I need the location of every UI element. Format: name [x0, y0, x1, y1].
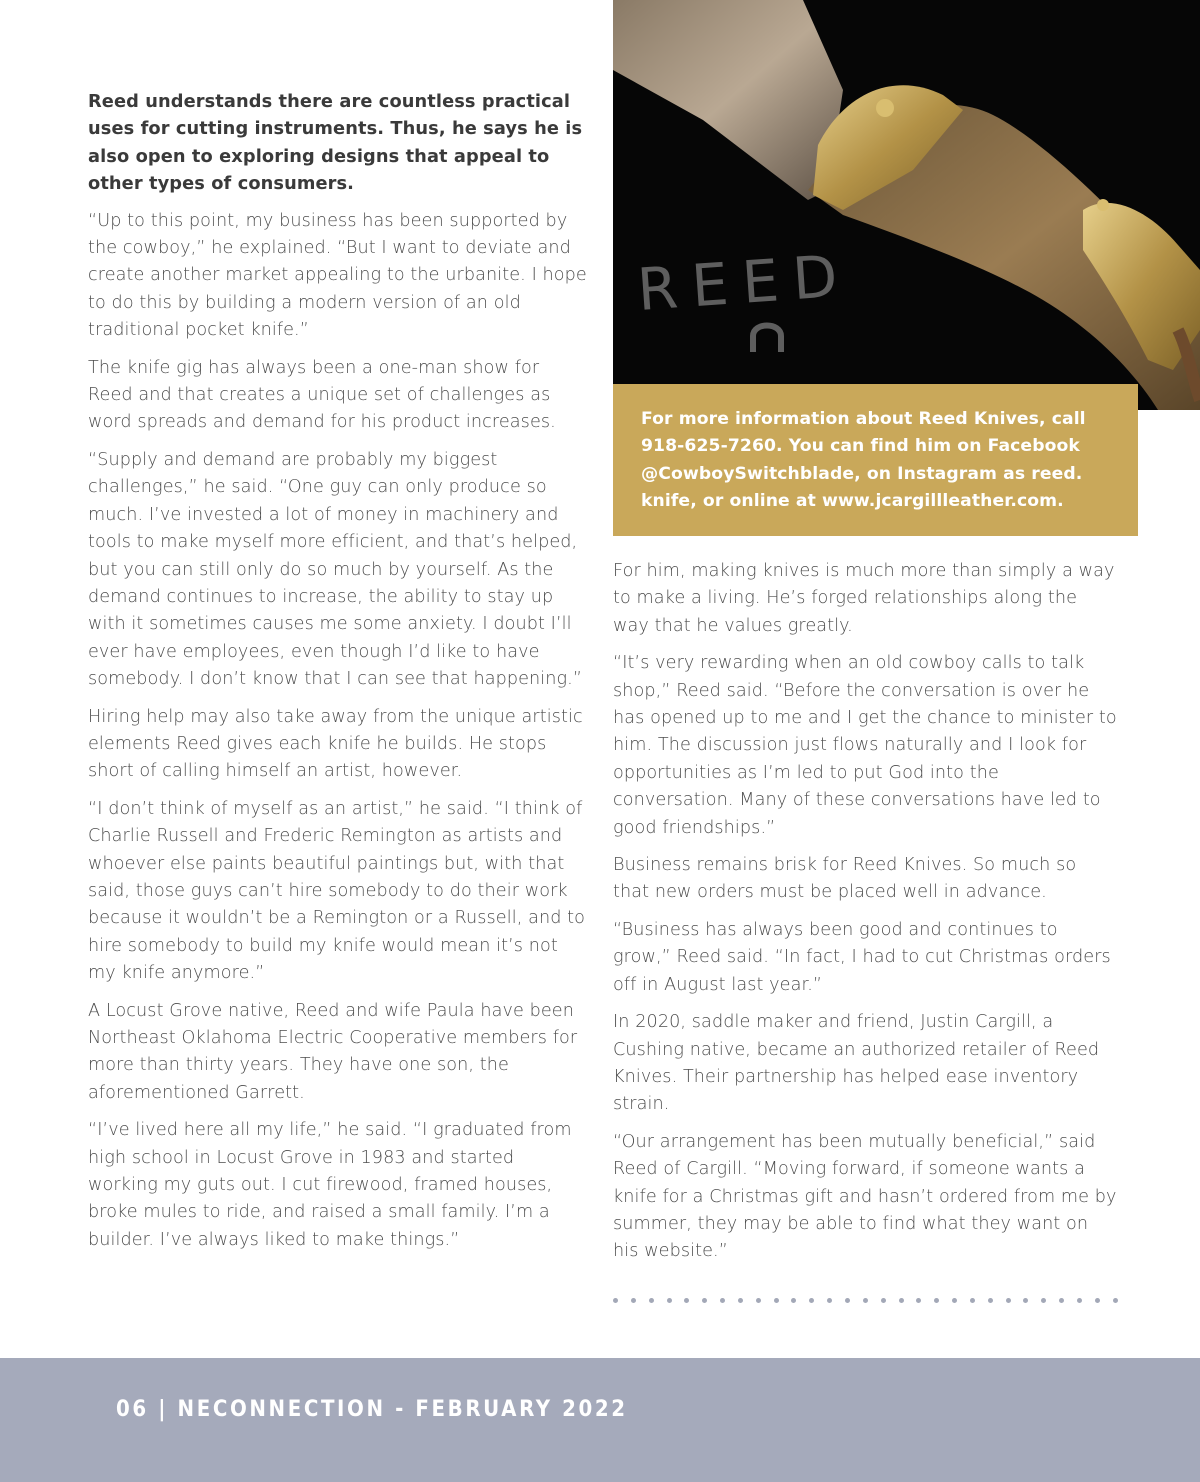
horseshoe-icon	[753, 326, 781, 353]
body-paragraph: In 2020, saddle maker and friend, Justin Cargill, a Cushing native, became an authorized retailer of Reed Knives. Their partnership has helped ease inventory strain.	[613, 1012, 1100, 1115]
body-paragraph: The knife gig has always been a one-man show for Reed and that creates a unique set of challenges as word spreads and demand for his product increases.	[88, 357, 556, 433]
body-paragraph: For him, making knives is much more than simply a way to make a living. He’s forged relationships along the way that he values greatly.	[613, 561, 1115, 636]
reed-logo-text: REED	[635, 241, 854, 325]
info-box	[613, 384, 1138, 536]
pin	[1097, 199, 1109, 211]
right-column	[613, 558, 1118, 1276]
pin	[876, 99, 894, 117]
knife-illustration	[613, 0, 1200, 410]
body-paragraph: Business remains brisk for Reed Knives. So much so that new orders must be placed well in advance.	[613, 855, 1077, 903]
left-column	[88, 88, 588, 1264]
body-paragraph: “Our arrangement has been mutually beneficial,” said Reed of Cargill. “Moving forward, if someone wants a knife for a Christmas gift and hasn’t ordered from me by summer, they may be able to find what they want on his website.”	[613, 1131, 1117, 1262]
body-paragraph: Hiring help may also take away from the unique artistic elements Reed gives each knife he builds. He stops short of calling himself an artist, however.	[88, 706, 583, 782]
body-paragraph: “I’ve lived here all my life,” he said. “I graduated from high school in Locust Grove in 1983 and started working my guts out. I cut firewood, framed houses, broke mules to ride, and raised a small family. I’m a builder. I’ve always liked to make things.”	[88, 1120, 572, 1250]
dotted-divider	[613, 1295, 1118, 1305]
body-paragraph: “Business has always been good and continues to grow,” Reed said. “In fact, I had to cut Christmas orders off in August last year.”	[613, 919, 1111, 995]
body-paragraph: A Locust Grove native, Reed and wife Paula have been Northeast Oklahoma Electric Cooperative members for more than thirty years. They have one son, the aforementioned Garrett.	[88, 1000, 578, 1103]
body-paragraph: “Supply and demand are probably my biggest challenges,” he said. “One guy can only produce so much. I’ve invested a lot of money in machinery and tools to make myself more efficient, and that’s helped, but you can still only do so much by yourself. As the demand continues to increase, the ability to stay up with it sometimes causes me some anxiety. I doubt I’ll ever have employees, even though I’d like to have somebody. I don’t know that I can see that happening.”	[88, 449, 583, 690]
body-paragraph: “I don’t think of myself as an artist,” he said. “I think of Charlie Russell and Frederic Remington as artists and whoever else paints beautiful paintings but, with that said, those guys can’t hire somebody to do their work because it wouldn’t be a Remington or a Russell, and to hire somebody to build my knife would mean it’s not my knife anymore.”	[88, 798, 586, 984]
footer-band	[0, 1358, 1200, 1482]
blade-shape	[613, 0, 843, 200]
page-footer-text: 06 | NECONNECTION - FEBRUARY 2022	[116, 1397, 628, 1422]
knife-photo	[613, 0, 1200, 410]
body-paragraph: “It’s very rewarding when an old cowboy calls to talk shop,” Reed said. “Before the conversation is over he has opened up to me and I get the chance to minister to him. The discussion just flows naturally and I look for opportunities as I’m led to put God into the conversation. Many of these conversations have led to good friendships.”	[613, 653, 1117, 838]
lead-paragraph: Reed understands there are countless practical uses for cutting instruments. Thus, he says he is also open to exploring designs that appeal to other types of consumers.	[88, 91, 583, 195]
body-paragraph: “Up to this point, my business has been supported by the cowboy,” he explained. “But I want to deviate and create another market appealing to the urbanite. I hope to do this by building a modern version of an old traditional pocket knife.”	[88, 210, 587, 341]
info-box-text: For more information about Reed Knives, call 918-625-7260. You can find him on Facebook @CowboySwitchblade, on Instagram as reed. knife, or online at www.jcargillleather.com.	[641, 409, 1086, 512]
